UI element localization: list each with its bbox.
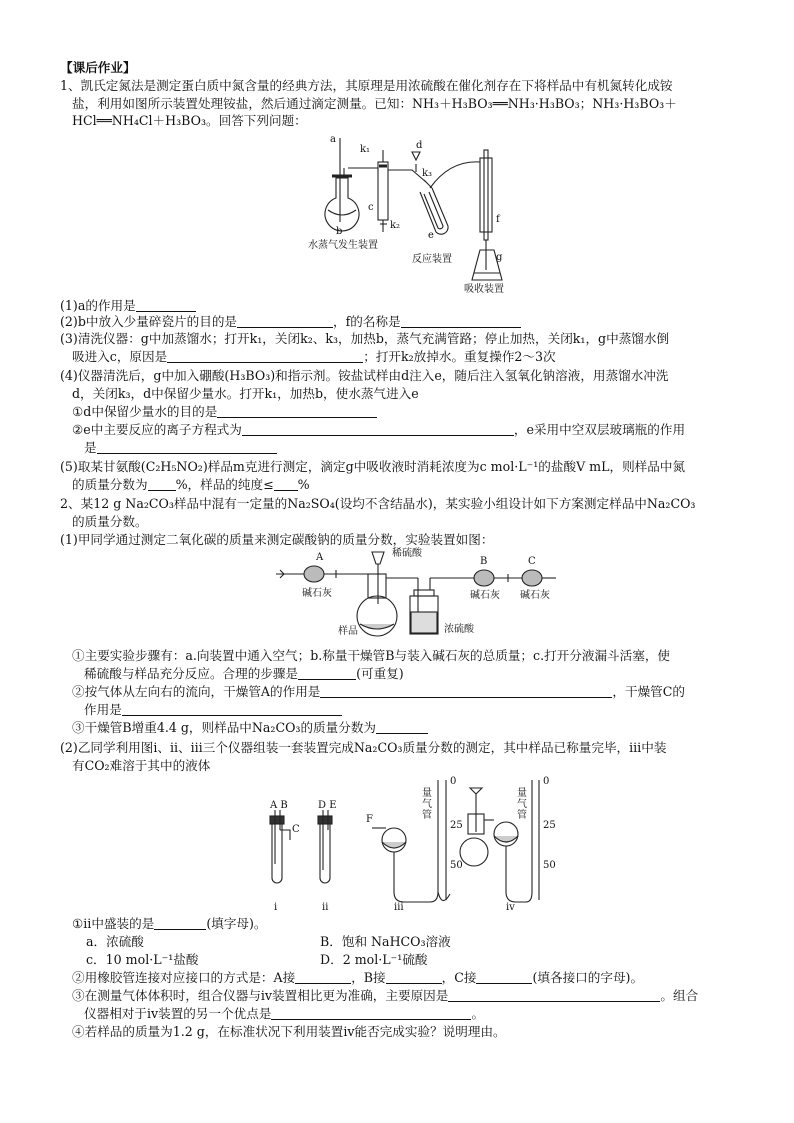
answer-blank[interactable] (320, 685, 612, 698)
answer-blank[interactable] (295, 971, 351, 984)
label-g: g (496, 252, 503, 263)
answer-blank[interactable] (274, 478, 298, 491)
q2-part2-line1: (2)乙同学利用图ⅰ、ⅱ、ⅲ三个仪器组装一套装置完成Na₂CO₃质量分数的测定，其中样品已称量完毕，ⅲ中装 (60, 740, 667, 755)
q1-stem-line1: 1、凯氏定氮法是测定蛋白质中氮含量的经典方法，其原理是用浓硫酸在催化剂存在下将样品中有机氮转化成铵 (60, 78, 673, 93)
label-a: a (330, 134, 336, 145)
q1-stem-line3: HCl══NH₄Cl＋H₃BO₃。回答下列问题： (72, 113, 307, 128)
co2-absorption-figure (270, 548, 560, 640)
label-apparatus-ii: ⅱ (322, 902, 329, 913)
label-soda-lime-B: 碱石灰 (470, 590, 500, 601)
q2-stem-line2: 的质量分数。 (72, 514, 148, 529)
label-port-F: F (366, 814, 373, 825)
label-sample: 样品 (338, 626, 358, 637)
label-c: c (368, 202, 374, 213)
q2-stem-line1: 2、某12 g Na₂CO₃样品中混有一定量的Na₂SO₄(设均不含结晶水)，某实验小组设计如下方案测定样品中Na₂CO₃ (60, 496, 696, 511)
label-apparatus-i: ⅰ (274, 902, 278, 913)
label-k3: k₃ (422, 168, 433, 179)
option-c: c．10 mol·L⁻¹盐酸 (86, 952, 199, 967)
scale-25-iv: 25 (543, 820, 556, 831)
label-e: e (428, 230, 434, 241)
label-apparatus-iii: ⅲ (394, 902, 404, 913)
q1-part5-line1: (5)取某甘氨酸(C₂H₅NO₂)样品m克进行测定，滴定g中吸收液时消耗浓度为c mol·L⁻¹的盐酸V mL，则样品中氮 (60, 459, 686, 474)
answer-blank[interactable] (237, 315, 333, 328)
option-b: B．饱和 NaHCO₃溶液 (320, 934, 451, 949)
answer-blank[interactable] (376, 721, 428, 734)
section-heading: 【课后作业】 (60, 60, 136, 75)
q2-part1-sub1-line1: ①主要实验步骤有：a.向装置中通入空气；b.称量干燥管B与装入碱石灰的总质量；c.打开分液漏斗活塞，使 (72, 648, 671, 663)
label-conc-sulfuric-acid: 浓硫酸 (444, 624, 474, 635)
answer-blank[interactable] (167, 350, 363, 363)
label-apparatus-iv: ⅳ (506, 902, 515, 913)
q1-part4-sub2: ②e中主要反应的离子方程式为 ，e采用中空双层玻璃瓶的作用 (72, 422, 686, 437)
q2-part2-sub4: ④若样品的质量为1.2 g，在标准状况下利用装置ⅳ能否完成实验？说明理由。 (72, 1024, 506, 1039)
q1-part3-line1: (3)清洗仪器：g中加蒸馏水；打开k₁，关闭k₂、k₃，加热b，蒸气充满管路；停止加热，关闭k₁，g中蒸馏水倒 (60, 331, 670, 346)
q1-part2: (2)b中放入少量碎瓷片的目的是 ，f的名称是 (60, 314, 521, 330)
label-reaction-unit: 反应装置 (412, 254, 452, 265)
answer-blank[interactable] (448, 989, 660, 1002)
q2-part1-intro: (1)甲同学通过测定二氧化碳的质量来测定碳酸钠的质量分数，实验装置如图： (60, 532, 494, 547)
scale-25-iii: 25 (450, 820, 463, 831)
scale-0-iii: 0 (450, 776, 457, 787)
q1-stem-line2: 盐，利用如图所示装置处理铵盐，然后通过滴定测量。已知：NH₃＋H₃BO₃══NH₃·H₃BO₃；NH₃·H₃BO₃＋ (72, 96, 677, 111)
label-drying-tube-B: B (480, 556, 488, 567)
answer-blank[interactable] (154, 917, 206, 930)
q1-part4-line2: d，关闭k₃，d中保留少量水。打开k₁，加热b，使水蒸气进入e (72, 386, 419, 401)
q2-part1-sub3: ③干燥管B增重4.4 g，则样品中Na₂CO₃的质量分数为 (72, 720, 428, 736)
label-ports-A-B: A B (270, 800, 288, 811)
label-gas-burette-2: 量气管 (517, 788, 527, 821)
label-f: f (496, 214, 500, 225)
answer-blank[interactable] (97, 441, 277, 454)
q1-part4-line1: (4)仪器清洗后，g中加入硼酸(H₃BO₃)和指示剂。铵盐试样由d注入e，随后注入氢氧化钠溶液，用蒸馏水冲洗 (60, 368, 669, 383)
label-d: d (416, 140, 423, 151)
answer-blank[interactable] (242, 423, 514, 436)
scale-50-iii: 50 (450, 860, 463, 871)
answer-blank[interactable] (386, 971, 442, 984)
q1-part1: (1)a的作用是 (60, 298, 196, 314)
q2-part2-sub3-line1: ③在测量气体体积时，组合仪器与ⅳ装置相比更为准确，主要原因是 。组合 (72, 988, 699, 1003)
q2-part1-sub2-line2: 作用是 (84, 702, 342, 718)
label-k2: k₂ (390, 220, 401, 231)
answer-blank[interactable] (476, 971, 532, 984)
label-soda-lime-A: 碱石灰 (302, 588, 332, 599)
label-soda-lime-C: 碱石灰 (520, 590, 550, 601)
q2-part2-sub2: ②用橡胶管连接对应接口的方式是：A接 ，B接 ，C接 (填各接口的字母)。 (72, 970, 644, 985)
label-steam-generator: 水蒸气发生装置 (308, 240, 378, 251)
label-absorption-unit: 吸收装置 (464, 284, 504, 295)
kjeldahl-apparatus-figure (300, 130, 530, 295)
q2-part2-sub3-line2: 仪器相对于ⅳ装置的另一个优点是 。 (84, 1006, 485, 1021)
label-ports-D-E: D E (318, 800, 337, 811)
label-drying-tube-C: C (528, 556, 536, 567)
option-a: a．浓硫酸 (86, 934, 144, 949)
label-port-C: C (292, 824, 300, 835)
answer-blank[interactable] (271, 1007, 471, 1020)
option-d: D．2 mol·L⁻¹硫酸 (320, 952, 428, 967)
gas-volume-apparatus-figure (262, 774, 562, 914)
kjeldahl-apparatus-drawing (300, 130, 530, 295)
label-b: b (336, 226, 343, 237)
q2-part2-line2: 有CO₂难溶于其中的液体 (72, 758, 211, 773)
answer-blank[interactable] (298, 667, 356, 680)
answer-blank[interactable] (401, 315, 521, 328)
answer-blank[interactable] (217, 405, 377, 418)
answer-blank[interactable] (122, 703, 342, 716)
label-dilute-sulfuric-acid: 稀硫酸 (392, 548, 422, 559)
scale-50-iv: 50 (543, 860, 556, 871)
label-drying-tube-A: A (316, 552, 324, 563)
q2-part1-sub1-line2: 稀硫酸与样品充分反应。合理的步骤是 (可重复) (84, 666, 404, 681)
answer-blank[interactable] (136, 299, 196, 312)
q1-part5-line2: 的质量分数为 %，样品的纯度≤ % (72, 477, 310, 492)
q2-part1-sub2-line1: ②按气体从左向右的流向，干燥管A的作用是 ，干燥管C的 (72, 684, 685, 699)
scale-0-iv: 0 (543, 776, 550, 787)
q2-part2-sub1: ①ⅱ中盛装的是 (填字母)。 (72, 916, 267, 931)
answer-blank[interactable] (148, 478, 176, 491)
label-gas-burette-1: 量气管 (422, 788, 432, 821)
q1-part4-sub2-cont: 是 (84, 440, 277, 456)
q1-part3-line2: 吸进入c，原因是 ；打开k₂放掉水。重复操作2～3次 (72, 349, 556, 364)
label-k1: k₁ (360, 144, 371, 155)
q1-part4-sub1: ①d中保留少量水的目的是 (72, 404, 377, 420)
